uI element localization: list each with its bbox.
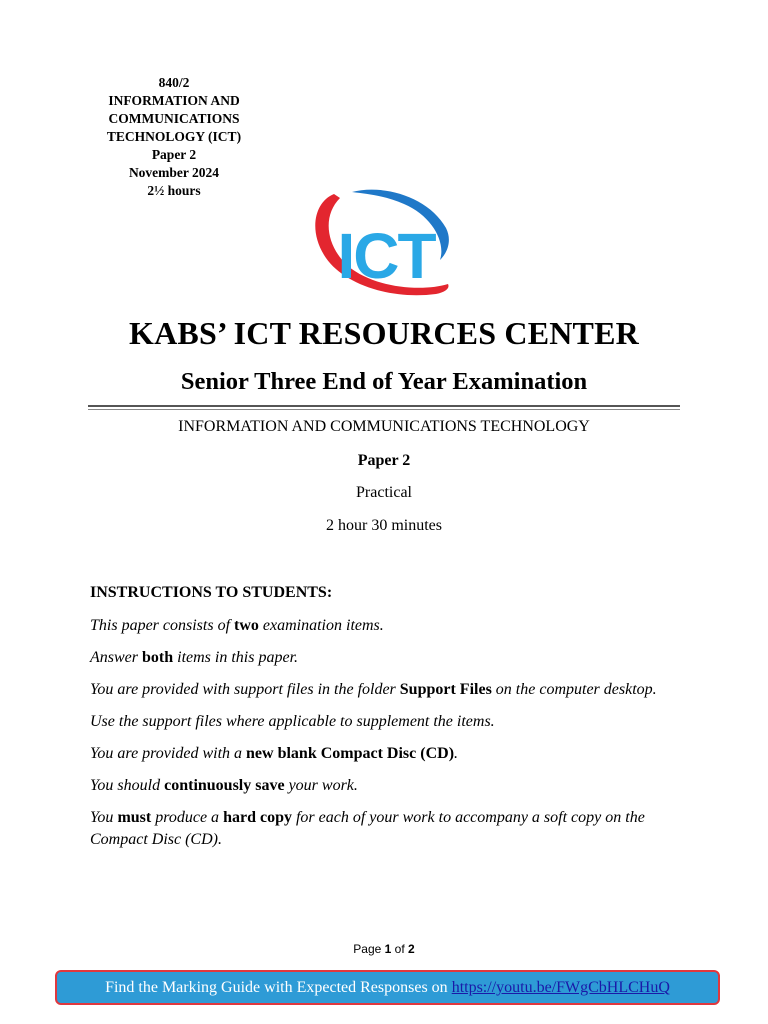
paper-type: Practical (356, 484, 412, 501)
instruction-item: Use the support files where applicable to supplement the items. (90, 713, 495, 730)
instruction-item: You are provided with a new blank Compact Disc (CD). (90, 745, 459, 762)
title-divider-thin (88, 409, 680, 410)
paper-code: 840/2 (158, 75, 190, 90)
page-number: Page 1 of 2 (353, 942, 415, 956)
organization-title: KABS’ ICT RESOURCES CENTER (129, 315, 639, 351)
instruction-item: This paper consists of two examination items. (90, 617, 384, 634)
instruction-item: You must produce a hard copy for each of your work to accompany a soft copy on the Compact Disc (CD). (90, 809, 645, 848)
exam-duration: 2½ hours (147, 183, 201, 198)
title-divider (88, 405, 680, 407)
subject-line-2: COMMUNICATIONS (108, 111, 240, 126)
marking-guide-banner (55, 970, 720, 1005)
subject-name: INFORMATION AND COMMUNICATIONS TECHNOLOGY (178, 418, 590, 435)
banner-text: Find the Marking Guide with Expected Responses on (105, 979, 452, 996)
subject-line-1: INFORMATION AND (108, 93, 240, 108)
paper-label: Paper 2 (357, 452, 411, 469)
paper-header-block (95, 74, 253, 200)
instructions-heading: INSTRUCTIONS TO STUDENTS: (90, 584, 333, 601)
instructions-section (90, 582, 690, 861)
paper-number: Paper 2 (151, 147, 197, 162)
paper-duration: 2 hour 30 minutes (326, 517, 442, 534)
logo-text: ICT (337, 220, 435, 292)
instruction-item: Answer both items in this paper. (90, 649, 299, 666)
exam-title: Senior Three End of Year Examination (180, 368, 588, 395)
marking-guide-link[interactable]: https://youtu.be/FWgCbHLCHuQ (451, 979, 670, 996)
exam-date: November 2024 (128, 165, 220, 180)
subject-line-3: TECHNOLOGY (ICT) (106, 129, 242, 144)
instruction-item: You are provided with support files in the folder Support Files on the computer desktop. (90, 681, 657, 698)
instruction-item: You should continuously save your work. (90, 777, 358, 794)
ict-logo-icon (312, 188, 456, 306)
